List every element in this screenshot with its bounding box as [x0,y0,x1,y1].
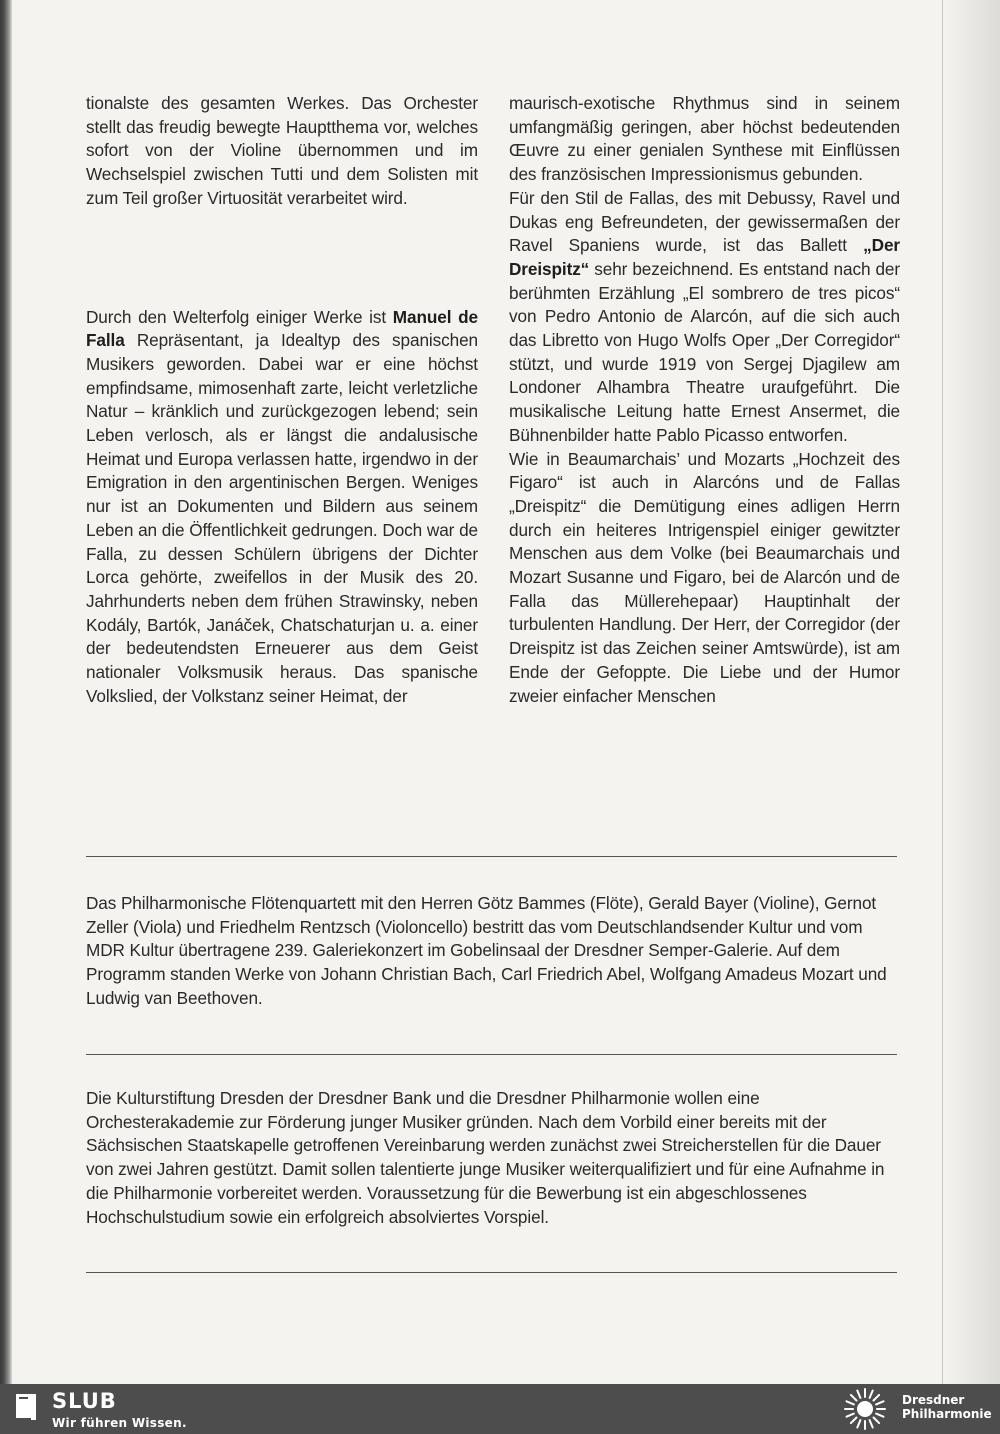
right-column [509,92,900,708]
ballet-title: „Der Dreispitz“ [509,235,900,279]
left-p2-rest: Repräsentant, ja Idealtyp des spanischen Musikers geworden. Dabei war er eine höchst empfindsame, mimosenhaft zarte, leicht verletzliche Natur – kränklich und zurückgezogen lebend; sein Leben verlosch, als er längst die andalusische Heimat und Europa verlassen hatte, irgendwo in der Emigration in den argentinischen Bergen. Weniges nur ist an Dokumenten und Bildern aus seinem Leben an die Öffentlichkeit gedrungen. Doch war de Falla, zu dessen Schülern übrigens der Dichter Lorca gehörte, zweifellos in der Musik des 20. Jahrhunderts neben dem frühen Strawinsky, neben Kodály, Bartók, Janáček, Chatschaturjan u. a. einer der bedeutendsten Erneuerer aus dem Geist nationaler Volksmusik heraus. Das spanische Volkslied, der Volkstanz seiner Heimat, der [86,330,478,706]
divider-rule-3 [86,1272,897,1273]
slub-book-icon [14,1392,38,1422]
left-paragraph-2 [86,306,478,709]
philharmonie-sunburst-icon [842,1386,888,1432]
right-p2-intro: Für den Stil de Fallas, des mit Debussy, Ravel und Dukas eng Befreundeten, der gewissermaßen der Ravel Spaniens wurde, ist das Ballett [509,187,900,256]
right-paragraph-1: maurisch-exotische Rhythmus sind in seinem umfangmäßig geringen, aber höchst bedeutenden Œuvre zu einer genialen Synthese mit Einflüssen des französischen Impressionismus gebunden. [509,93,900,185]
page-right-edge [942,0,1000,1384]
right-paragraph-2 [509,187,900,448]
left-p2-intro: Durch den Welterfolg einiger Werke ist [86,306,387,327]
right-paragraph-3: Wie in Beaumarchais’ und Mozarts „Hochzeit des Figaro“ ist auch in Alarcóns und de Fallas „Dreispitz“ die Demütigung eines adligen Herrn durch ein heiteres Intrigenspiel einiger gewitzter Menschen aus dem Volke (bei Beaumarchais und Mozart Susanne und Figaro, bei de Alarcón und de Falla das Müllerehepaar) Hauptinhalt der turbulenten Handlung. Der Herr, der Corregidor (der Dreispitz ist das Zeichen seiner Amtswürde), ist am Ende der Gefoppte. Die Liebe und der Humor zweier einfacher Menschen [509,448,900,706]
divider-rule-1 [86,856,897,857]
notice-2-text: Die Kulturstiftung Dresden der Dresdner Bank und die Dresdner Philharmonie wollen eine Orchesterakademie zur Förderung junger Musiker gründen. Nach dem Vorbild einer bereits mit der Sächsischen Staatskapelle getroffenen Vereinbarung werden zunächst zwei Streicherstellen für die Dauer von zwei Jahren gestützt. Damit sollen talentierte junge Musiker weiterqualifiziert und für eine Aufnahme in die Philharmonie vorbereitet werden. Voraussetzung für die Bewerbung ist ein abgeschlossenes Hochschulstudium sowie ein erfolgreich absolviertes Vorspiel. [86,1088,885,1227]
notice-orchestra-academy [86,1087,898,1229]
notice-1-text: Das Philharmonische Flötenquartett mit den Herren Götz Bammes (Flöte), Gerald Bayer (Violine), Gernot Zeller (Viola) und Friedhelm Rentzsch (Violoncello) bestritt das vom Deutschlandsender Kultur und vom MDR Kultur übertragene 239. Galeriekonzert im Gobelinsaal der Dresdner Semper-Galerie. Auf dem Programm standen Werke von Johann Christian Bach, Carl Friedrich Abel, Wolfgang Amadeus Mozart und Ludwig van Beethoven. [86,893,887,1008]
slub-name: SLUB [52,1389,117,1413]
left-column [86,92,478,708]
philharmonie-line-2: Philharmonie [902,1407,992,1421]
right-p2-rest: sehr bezeichnend. Es entstand nach der berühmten Erzählung „El sombrero de tres picos“ von Pedro Antonio de Alarcón, auf die sich auch das Libretto von Hugo Wolfs Oper „Der Corregidor“ stützt, und wurde 1919 von Sergej Djagilew am Londoner Alhambra Theatre uraufgeführt. Die musikalische Leitung hatte Ernest Ansermet, die Bühnenbilder hatte Pablo Picasso entworfen. [509,258,900,445]
philharmonie-name [902,1393,992,1421]
left-paragraph-1: tionalste des gesamten Werkes. Das Orchester stellt das freudig bewegte Hauptthema vor, welches sofort von der Violine übernommen und im Wechselspiel zwischen Tutti und dem Solisten mit zum Teil großer Virtuosität verarbeitet wird. [86,93,478,208]
composer-name: Manuel de Falla [86,306,478,351]
divider-rule-2 [86,1054,897,1055]
notice-flute-quartet [86,892,898,1011]
slub-tagline: Wir führen Wissen. [52,1416,187,1430]
footer-banner [0,1384,1000,1434]
philharmonie-line-1: Dresdner [902,1393,965,1407]
binding-spine [0,0,12,1384]
